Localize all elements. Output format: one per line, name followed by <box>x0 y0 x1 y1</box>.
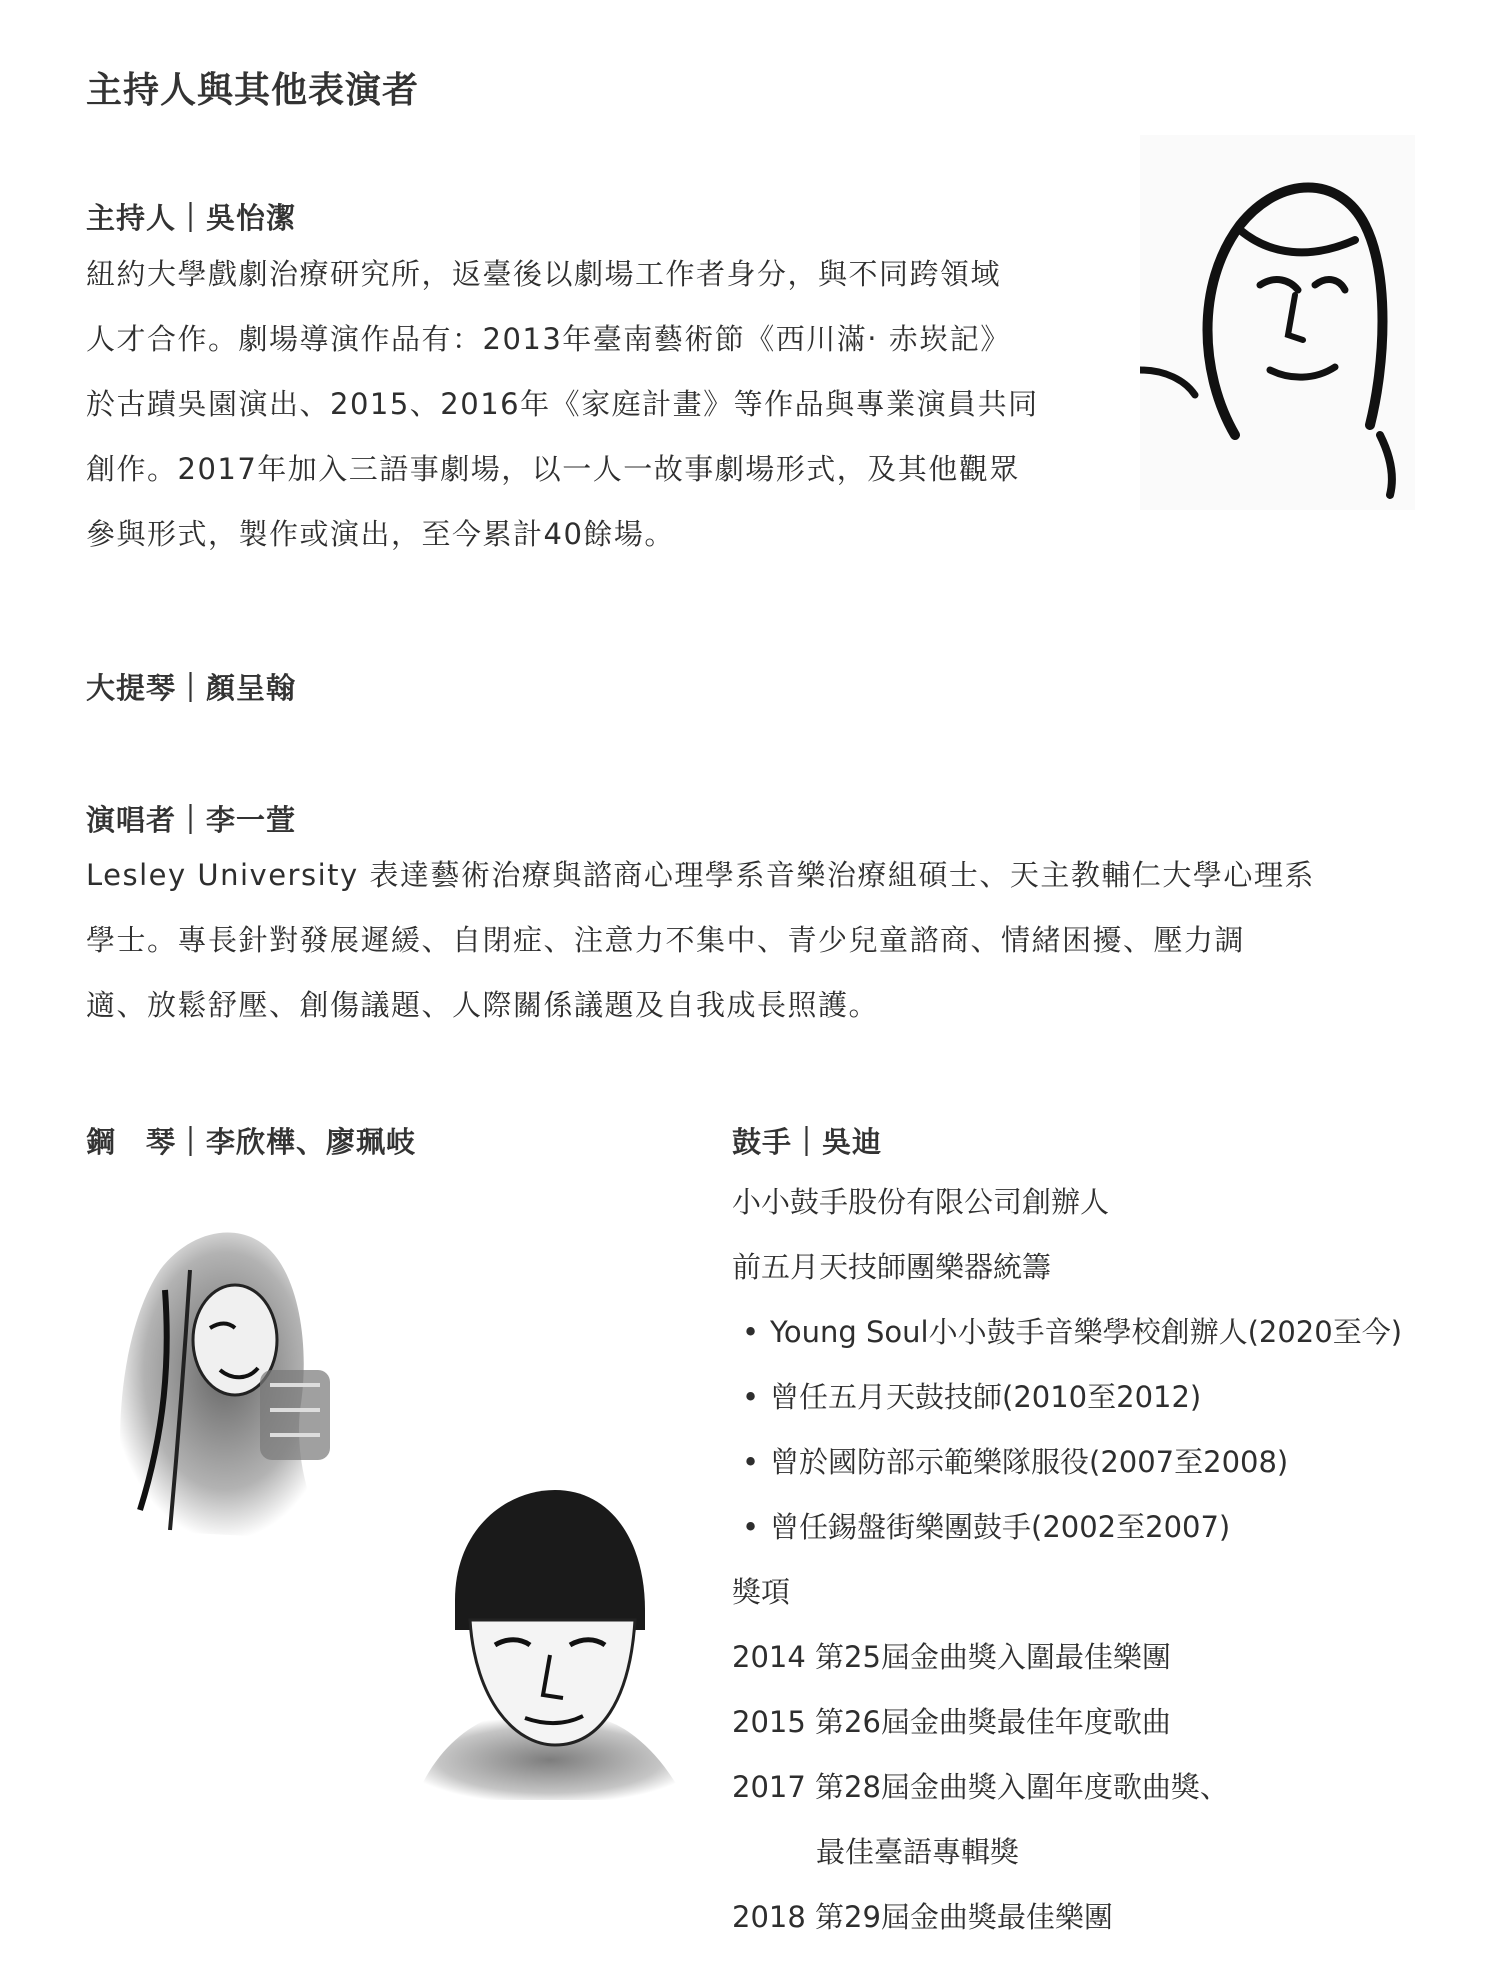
singer-heading: 演唱者｜李一萱 <box>86 803 297 837</box>
pianist-portrait <box>395 1470 695 1810</box>
bullet-icon: • <box>742 1380 760 1414</box>
bullet-icon: • <box>742 1510 760 1544</box>
drummer-bullet-text: 曾於國防部示範樂隊服役(2007至2008) <box>770 1445 1289 1479</box>
host-bio-line: 人才合作。劇場導演作品有：2013年臺南藝術節《西川滿‧ 赤崁記》 <box>86 322 1011 356</box>
drummer-bullet-item <box>732 1365 1492 1430</box>
singer-bio-line: 學士。專長針對發展遲緩、自閉症、注意力不集中、青少兒童諮商、情緒困擾、壓力調 <box>86 923 1246 957</box>
drummer-role: 前五月天技師團樂器統籌 <box>732 1250 1052 1284</box>
award-item: 2018 第29屆金曲獎最佳樂團 <box>732 1900 1113 1934</box>
drummer-bullet-item <box>732 1430 1492 1495</box>
bullet-icon: • <box>742 1445 760 1479</box>
award-item: 2017 第28屆金曲獎入圍年度歌曲獎、 <box>732 1770 1229 1804</box>
singer-bio-line: Lesley University 表達藝術治療與諮商心理學系音樂治療組碩士、天主教輔仁大學心理系 <box>86 858 1315 892</box>
drummer-bullet-text: Young Soul小小鼓手音樂學校創辦人(2020至今) <box>770 1315 1403 1349</box>
host-heading: 主持人｜吳怡潔 <box>86 201 297 235</box>
bullet-icon: • <box>742 1315 760 1349</box>
drummer-bullet-item <box>732 1300 1492 1365</box>
drummer-bullet-text: 曾任五月天鼓技師(2010至2012) <box>770 1380 1202 1414</box>
piano-heading: 鋼 琴｜李欣樺、廖珮岐 <box>86 1125 417 1159</box>
singer-bio-line: 適、放鬆舒壓、創傷議題、人際關係議題及自我成長照護。 <box>86 988 880 1022</box>
host-bio-line: 創作。2017年加入三語事劇場，以一人一故事劇場形式，及其他觀眾 <box>86 452 1020 486</box>
award-item-continuation: 最佳臺語專輯獎 <box>816 1835 1020 1869</box>
drummer-bio <box>732 1170 1492 1950</box>
pianist-portrait <box>70 1210 370 1540</box>
singer-bio <box>86 843 1466 1038</box>
award-item: 2015 第26屆金曲獎最佳年度歌曲 <box>732 1705 1171 1739</box>
host-portrait <box>1140 135 1415 510</box>
page-title: 主持人與其他表演者 <box>86 70 420 111</box>
drummer-bullet-text: 曾任錫盤街樂團鼓手(2002至2007) <box>770 1510 1231 1544</box>
host-bio <box>86 242 1136 567</box>
drummer-bullet-item <box>732 1495 1492 1560</box>
award-item: 2014 第25屆金曲獎入圍最佳樂團 <box>732 1640 1171 1674</box>
host-bio-line: 紐約大學戲劇治療研究所，返臺後以劇場工作者身分，與不同跨領域 <box>86 257 1002 291</box>
drummer-role: 小小鼓手股份有限公司創辦人 <box>732 1185 1110 1219</box>
cello-heading: 大提琴｜顏呈翰 <box>86 671 297 705</box>
host-bio-line: 於古蹟吳園演出、2015、2016年《家庭計畫》等作品與專業演員共同 <box>86 387 1039 421</box>
awards-label: 獎項 <box>732 1575 791 1609</box>
drummer-heading: 鼓手｜吳迪 <box>732 1125 883 1159</box>
host-bio-line: 參與形式，製作或演出，至今累計40餘場。 <box>86 517 675 551</box>
